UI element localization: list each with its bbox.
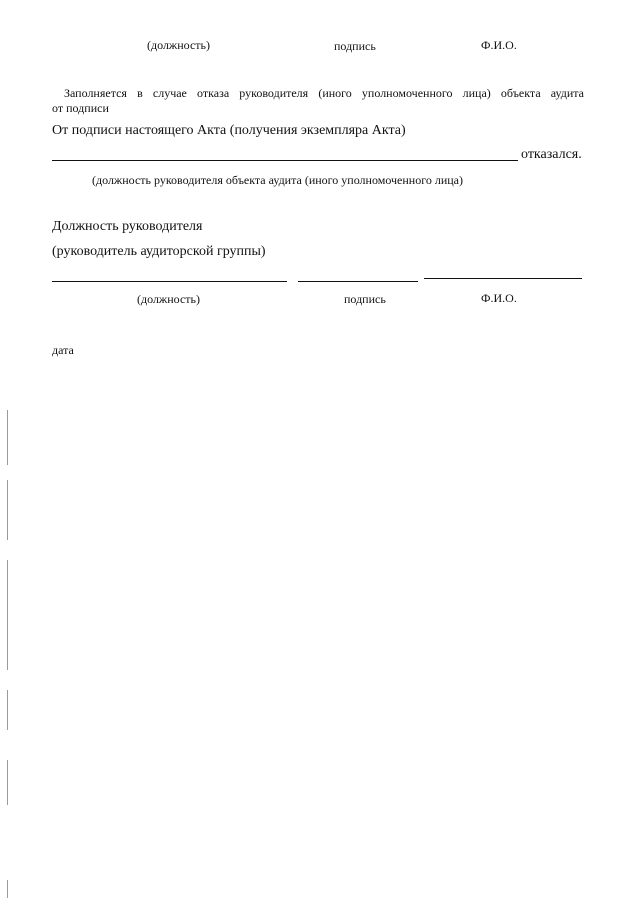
team-position-line: [52, 281, 287, 282]
refusal-note: [52, 86, 584, 116]
refusal-statement: От подписи настоящего Акта (получения экземпляра Акта): [52, 123, 406, 138]
team-lead-subtitle: (руководитель аудиторской группы): [52, 244, 266, 259]
team-lead-title: Должность руководителя: [52, 219, 203, 234]
top-signature-caption: подпись: [334, 39, 376, 53]
refusal-note-line1: Заполняется в случае отказа руководителя (иного уполномоченного лица) объекта аудита: [64, 86, 584, 100]
margin-scan-mark: [7, 480, 8, 540]
top-position-caption: (должность): [147, 38, 210, 52]
margin-scan-mark: [7, 760, 8, 805]
team-name-caption: Ф.И.О.: [481, 291, 517, 305]
date-label: дата: [52, 343, 74, 357]
margin-scan-mark: [7, 880, 8, 898]
margin-scan-mark: [7, 690, 8, 730]
team-position-caption: (должность): [137, 292, 200, 306]
refusal-blank-line: [52, 160, 518, 161]
margin-scan-mark: [7, 410, 8, 465]
top-name-caption: Ф.И.О.: [481, 38, 517, 52]
team-signature-line: [298, 281, 418, 282]
refusal-caption: (должность руководителя объекта аудита (иного уполномоченного лица): [92, 173, 463, 187]
refused-word: отказался.: [521, 147, 582, 162]
refusal-note-line2: от подписи: [52, 101, 109, 115]
team-signature-caption: подпись: [344, 292, 386, 306]
team-name-line: [424, 278, 582, 279]
margin-scan-mark: [7, 560, 8, 670]
